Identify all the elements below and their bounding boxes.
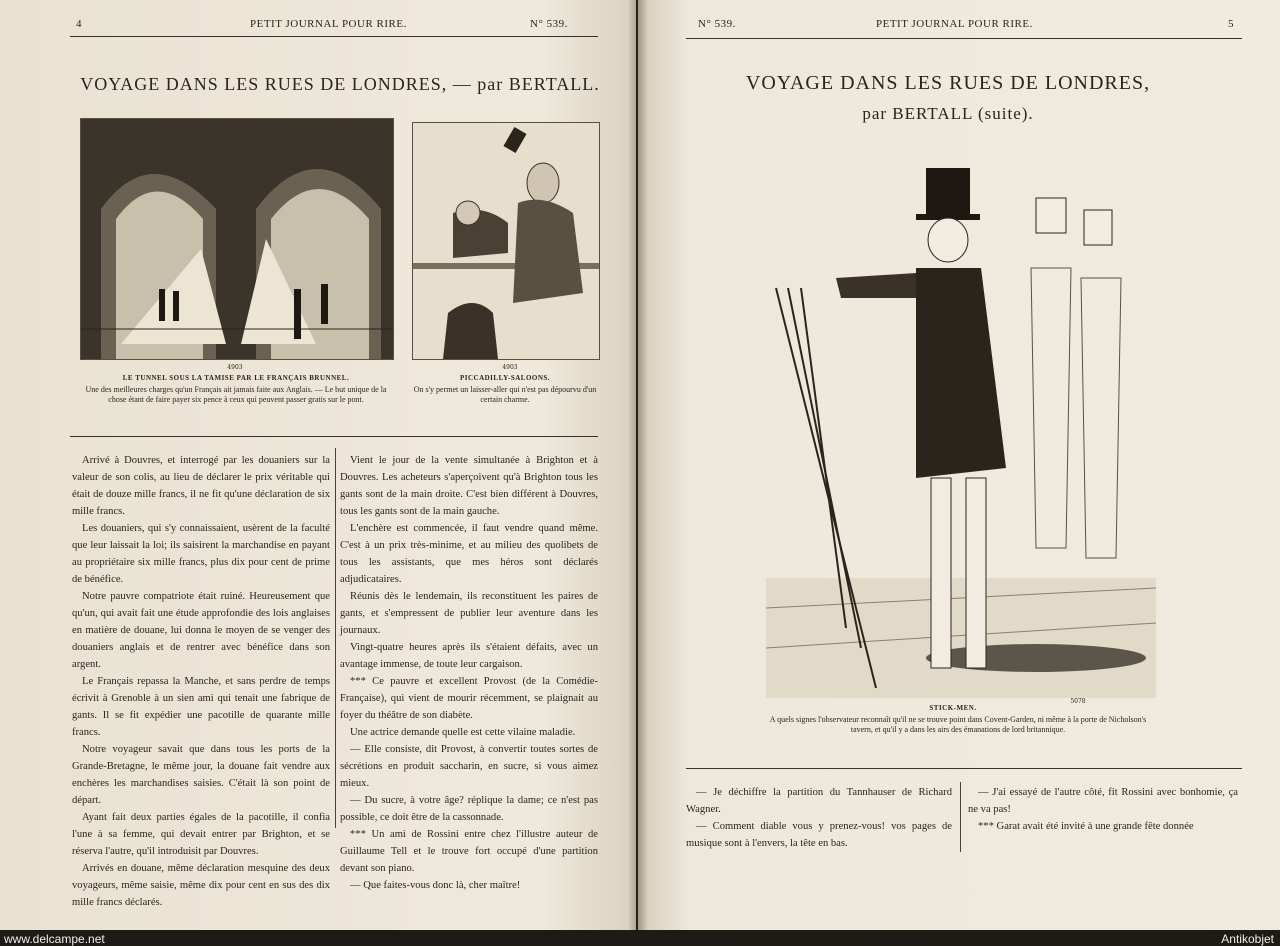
right-section-rule	[686, 768, 1242, 769]
right-column-1	[686, 784, 952, 852]
left-page-title: VOYAGE DANS LES RUES DE LONDRES, — par BERTALL.	[80, 74, 600, 94]
paragraph: L'enchère est commencée, il faut vendre quand même. C'est à un prix très-minime, et au milieu des quolibets de tous les assistants, que mes héros sont déclarés adjudicataires.	[340, 523, 598, 585]
paragraph: Ayant fait deux parties égales de la pacotille, il confia l'une à sa femme, qui devait entrer par Brighton, et se réserva l'autre, qu'il introduisit par Douvres.	[72, 812, 330, 857]
tunnel-illustration	[80, 118, 394, 360]
fig2-number: 4903	[502, 364, 518, 371]
paragraph: Notre pauvre compatriote était ruiné. Heureusement que qu'un, qui avait fait une étude approfondie des lois anglaises en matière de douane, lui donna le moyen de se venger des douaniers anglais et de rentrer avec bénéfice dans son argent.	[72, 591, 330, 670]
paragraph: — Que faites-vous donc là, cher maître!	[350, 880, 521, 891]
paragraph: Notre voyageur savait que dans tous les ports de la Grande-Bretagne, le même jour, la douane fait vendre aux enchères les marchandises saisies. C'était là son point de départ.	[72, 744, 330, 806]
paragraph: Vient le jour de la vente simultanée à Brighton et à Douvres. Les acheteurs s'aperçoivent qu'à Brighton tous les gants sont de la main droite. C'est bien différent à Douvres, tous les gants sont de la main gauche.	[340, 455, 598, 517]
paragraph: — Comment diable vous y prenez-vous! vos pages de musique sont à l'envers, la tête en bas.	[686, 821, 952, 849]
watermark-right: Antikobjet	[1221, 932, 1274, 946]
left-journal-name: PETIT JOURNAL POUR RIRE.	[250, 18, 407, 30]
paragraph: Une actrice demande quelle est cette vilaine maladie.	[350, 727, 576, 738]
left-header-rule	[70, 36, 598, 37]
left-section-rule	[70, 436, 598, 437]
fig-caption: A quels signes l'observateur reconnaît qu'il ne se trouve point dans Covent-Garden, ni même à la porte de Nicholson's tavern, et qu'il y a dans les airs des émanations de lord britannique.	[769, 715, 1147, 734]
fig1-number: 4903	[227, 364, 243, 371]
paragraph: — Je déchiffre la partition du Tannhauser de Richard Wagner.	[686, 787, 952, 815]
fig2-caption: On s'y permet un laisser-aller qui n'est pas dépourvu d'un certain charme.	[413, 385, 597, 404]
left-page	[0, 0, 636, 930]
paragraph: Les douaniers, qui s'y connaissaient, usèrent de la faculté que leur laissait la loi; ils saisirent la marchandise en payant au propriétaire six mille francs, plus dix pour cent de prime de bénéfice.	[72, 523, 330, 585]
paragraph: Arrivé à Douvres, et interrogé par les douaniers sur la valeur de son colis, au lieu de déclarer le prix véritable qui était de douze mille francs, il ne fit qu'une déclaration de six mille francs.	[72, 455, 330, 517]
paragraph: Vingt-quatre heures après ils s'étaient défaits, avec un avantage immense, de toute leur cargaison.	[340, 642, 598, 670]
tunnel-engraving-icon	[81, 119, 393, 359]
paragraph: *** Garat avait été invité à une grande fête donnée	[978, 821, 1194, 832]
left-page-number: 4	[76, 18, 82, 30]
right-header-rule	[686, 38, 1242, 39]
piccadilly-illustration	[412, 122, 600, 360]
paragraph: *** Ce pauvre et excellent Provost (de la Comédie-Française), qui vient de mourir récemment, se plaignait au foyer du théâtre de son diabète.	[340, 676, 598, 721]
book-gutter	[628, 0, 648, 930]
column-divider	[335, 448, 336, 828]
right-page	[638, 0, 1280, 930]
paragraph: Réunis dès le lendemain, ils reconstituent les paires de gants, et s'empressent de publier leur aventure dans les journaux.	[340, 591, 598, 636]
fig2-title: PICCADILLY-SALOONS.	[459, 374, 551, 382]
saloon-engraving-icon	[413, 123, 599, 359]
paragraph: Le Français repassa la Manche, et sans perdre de temps écrivit à Grenoble à un sien ami qui tenait une fabrique de gants. Il se fit expédier une pacotille de quarante mille francs.	[72, 676, 330, 738]
column-divider	[960, 782, 961, 852]
right-page-title: VOYAGE DANS LES RUES DE LONDRES,	[745, 72, 1151, 94]
paragraph: — J'ai essayé de l'autre côté, fit Rossini avec bonhomie, ça ne va pas!	[968, 787, 1238, 815]
paragraph: *** Un ami de Rossini entre chez l'illustre auteur de Guillaume Tell et le trouve fort occupé d'une partition devant son piano.	[340, 829, 598, 874]
left-column-1	[72, 452, 330, 911]
paragraph: — Elle consiste, dit Provost, à convertir toutes sortes de sécrétions en produit saccharin, en sucre, si vous aimez mieux.	[340, 744, 598, 789]
fig1-title: LE TUNNEL SOUS LA TAMISE PAR LE FRANÇAIS BRUNNEL.	[122, 374, 350, 382]
stick-men-engraving-icon	[766, 148, 1156, 698]
fig-number: 5078	[1070, 698, 1086, 705]
stick-men-illustration	[766, 148, 1156, 698]
left-issue-number: N° 539.	[530, 18, 568, 30]
watermark-left: www.delcampe.net	[4, 932, 105, 946]
fig-title: STICK-MEN.	[929, 704, 977, 712]
fig1-caption: Une des meilleures charges qu'un Français ait jamais faite aux Anglais. — Le but unique de la chose étant de faire payer six pence à ceux qui peuvent passer gratis sur le pont.	[85, 385, 387, 404]
paragraph: Arrivés en douane, même déclaration mesquine des deux voyageurs, même saisie, même dix pour cent en sus des dix mille francs déclarés.	[72, 863, 330, 908]
right-page-number: 5	[1228, 18, 1234, 30]
right-column-2	[968, 784, 1238, 835]
right-journal-name: PETIT JOURNAL POUR RIRE.	[876, 18, 1033, 30]
left-column-2	[340, 452, 598, 894]
right-page-subtitle: par BERTALL (suite).	[862, 104, 1034, 123]
paragraph: — Du sucre, à votre âge? réplique la dame; ce n'est pas possible, ce doit être de la cassonnade.	[340, 795, 598, 823]
right-issue-number: N° 539.	[698, 18, 736, 30]
